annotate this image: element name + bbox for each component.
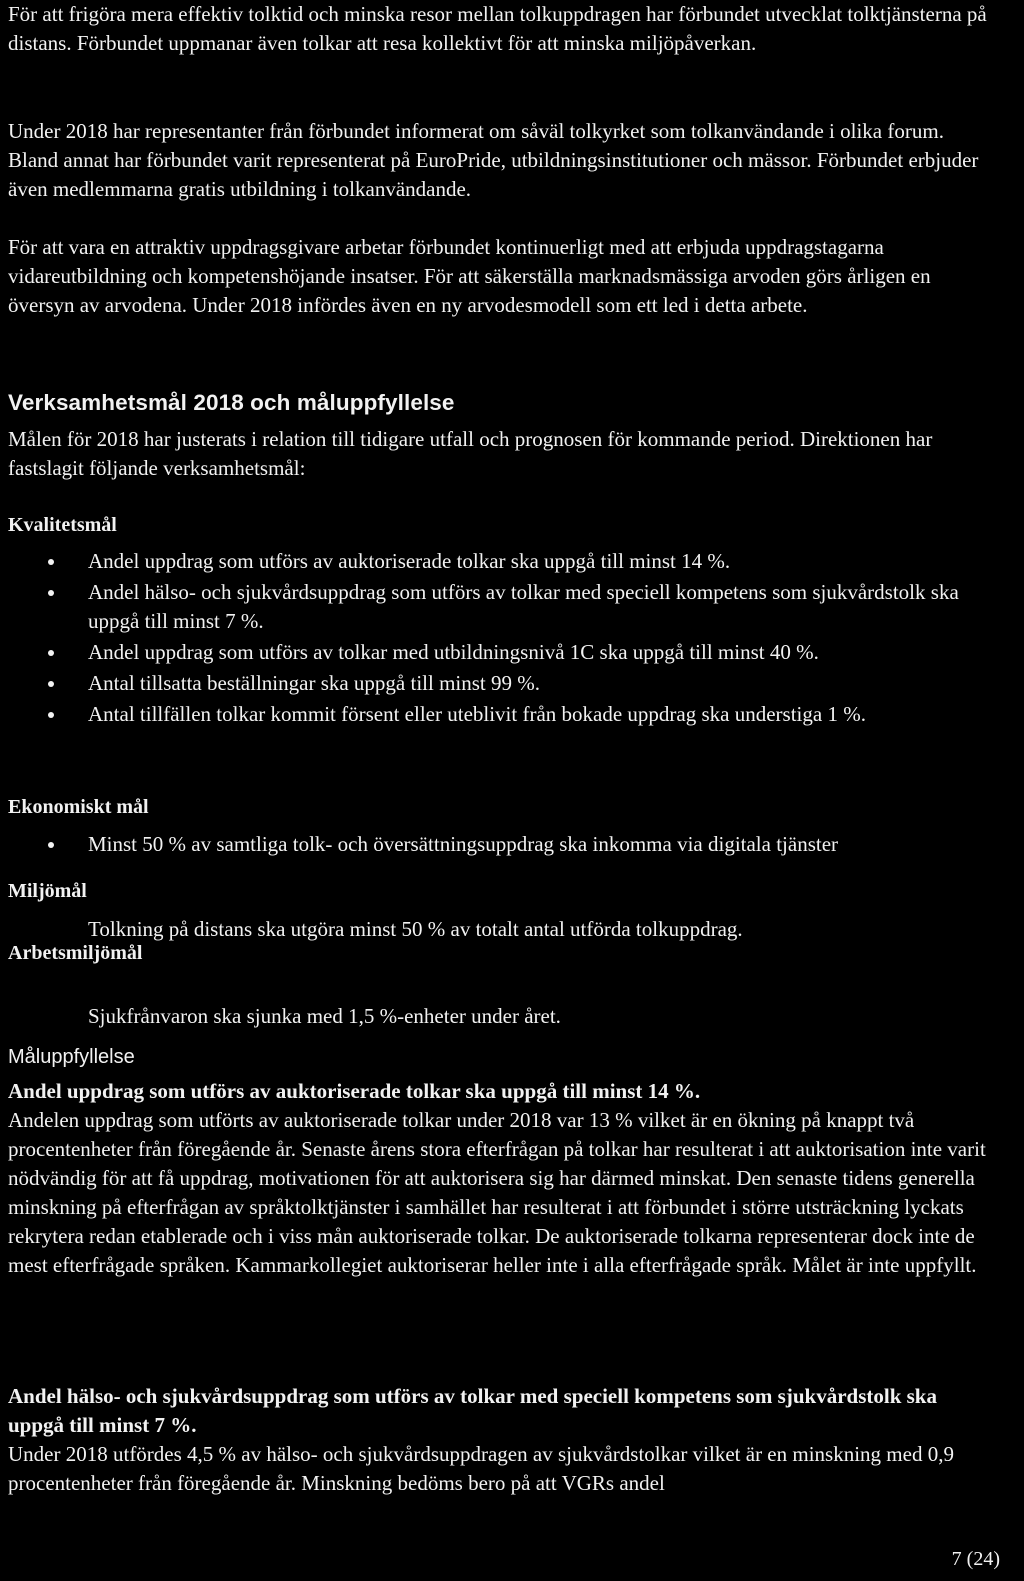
list-item: Andel uppdrag som utförs av tolkar med utbildningsnivå 1C ska uppgå till minst 40 %. bbox=[8, 638, 998, 667]
list-item: Andel uppdrag som utförs av auktoriserade tolkar ska uppgå till minst 14 %. bbox=[8, 547, 998, 576]
goal-1-heading: Andel uppdrag som utförs av auktoriserade tolkar ska uppgå till minst 14 %. bbox=[8, 1079, 701, 1103]
environmental-goal-text: Tolkning på distans ska utgöra minst 50 % av totalt antal utförda tolkuppdrag. bbox=[88, 917, 743, 941]
heading-environmental-goal: Miljömål bbox=[8, 880, 87, 902]
list-item: Antal tillfällen tolkar kommit försent eller uteblivit från bokade uppdrag ska understiga 1 %. bbox=[8, 700, 998, 729]
list-item: Andel hälso- och sjukvårdsuppdrag som utförs av tolkar med speciell kompetens som sjukvårdstolk ska uppgå till minst 7 %. bbox=[8, 578, 998, 636]
paragraph-attractive-employer: För att vara en attraktiv uppdragsgivare arbetar förbundet kontinuerligt med att erbjuda uppdragstagarna vidareutbildning och kompetenshöjande insatser. För att säkerställa marknadsmässiga arvoden görs årligen en översyn av arvodena. Under 2018 infördes även en ny arvodesmodell som ett led i detta arbete. bbox=[8, 235, 931, 317]
goal-2-text: Under 2018 utfördes 4,5 % av hälso- och sjukvårdsuppdragen av sjukvårdstolkar vilket är en minskning med 0,9 procentenheter från föregående år. Minskning bedöms bero på att VGRs andel bbox=[8, 1442, 954, 1495]
heading-goal-fulfilment: Måluppfyllelse bbox=[8, 1046, 135, 1068]
page-number: 7 (24) bbox=[951, 1548, 1000, 1570]
heading-quality-goals: Kvalitetsmål bbox=[8, 514, 117, 536]
paragraph-goals-intro: Målen för 2018 har justerats i relation till tidigare utfall och prognosen för kommande period. Direktionen har fastslagit följande verksamhetsmål: bbox=[8, 427, 933, 480]
quality-goals-list bbox=[8, 547, 998, 731]
goal-2-heading: Andel hälso- och sjukvårdsuppdrag som utförs av tolkar med speciell kompetens som sjukvårdstolk ska uppgå till minst 7 %. bbox=[8, 1384, 937, 1437]
heading-work-environment-goal: Arbetsmiljömål bbox=[8, 942, 143, 964]
list-item: Antal tillsatta beställningar ska uppgå till minst 99 %. bbox=[8, 669, 998, 698]
section-heading-goals: Verksamhetsmål 2018 och måluppfyllelse bbox=[8, 390, 455, 415]
economic-goals-list bbox=[8, 830, 1008, 859]
heading-economic-goal: Ekonomiskt mål bbox=[8, 796, 149, 818]
paragraph-distance-interpreting: För att frigöra mera effektiv tolktid och minska resor mellan tolkuppdragen har förbundet utvecklat tolktjänsterna på distans. Förbundet uppmanar även tolkar att resa kollektivt för att minska miljöpåverkan. bbox=[8, 2, 987, 55]
paragraph-representation: Under 2018 har representanter från förbundet informerat om såväl tolkyrket som tolkanvändande i olika forum. Bland annat har förbundet varit representerat på EuroPride, utbildningsinstitutioner och mässor. Förbundet erbjuder även medlemmarna gratis utbildning i tolkanvändande. bbox=[8, 119, 979, 201]
goal-1-text: Andelen uppdrag som utförts av auktoriserade tolkar under 2018 var 13 % vilket är en ökning på knappt två procentenheter från föregående år. Senaste årens stora efterfrågan på tolkar har resulterat i att auktorisation inte varit nödvändig för att få uppdrag, motivationen för att auktorisera sig har därmed minskat. Den senaste tidens generella minskning på efterfrågan av språktolktjänster i samhället har resulterat i att förbundet i större utsträckning lyckats rekrytera redan etablerade och i viss mån auktoriserade tolkar. De auktoriserade tolkarna representerar dock inte de mest efterfrågade språken. Kammarkollegiet auktoriserar heller inte i alla efterfrågade språk. Målet är inte uppfyllt. bbox=[8, 1108, 986, 1277]
work-environment-goal-text: Sjukfrånvaron ska sjunka med 1,5 %-enheter under året. bbox=[88, 1004, 561, 1028]
list-item: Minst 50 % av samtliga tolk- och översättningsuppdrag ska inkomma via digitala tjänster bbox=[8, 830, 1008, 859]
